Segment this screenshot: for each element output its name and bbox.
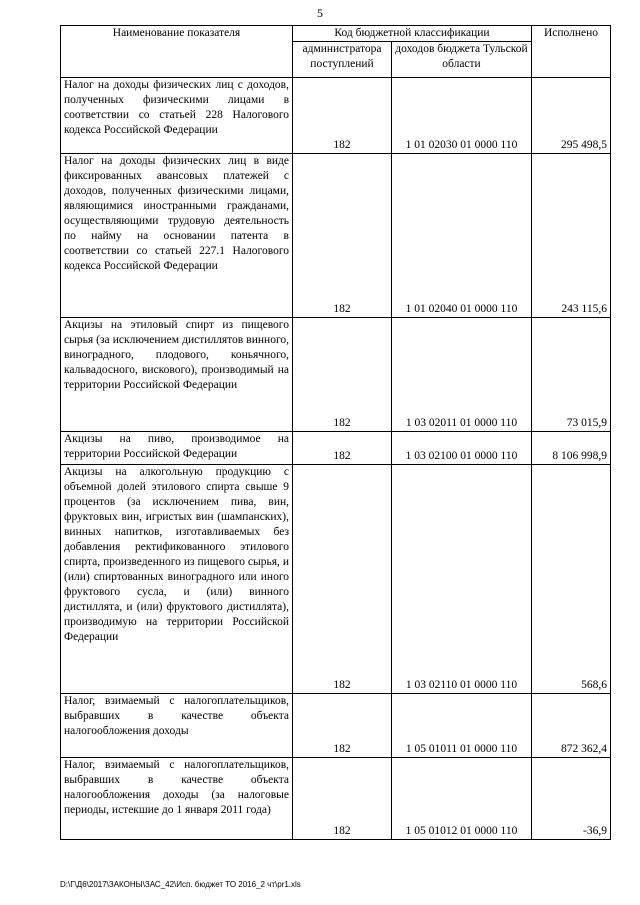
- indicator-name: Налог, взимаемый с налогоплательщиков, выбравших в качестве объекта налогообложения доходы (за налоговые периоды, истекшие до 1 января 2011 года): [61, 758, 293, 840]
- table-row: [61, 154, 611, 318]
- executed-amount: 872 362,4: [532, 694, 611, 758]
- table-row: [61, 465, 611, 694]
- revenue-code: 1 05 01011 01 0000 110: [392, 694, 532, 758]
- admin-code: 182: [293, 432, 392, 465]
- header-row-top: [61, 26, 611, 42]
- admin-code: 182: [293, 154, 392, 318]
- table-row: [61, 694, 611, 758]
- budget-table: [60, 25, 611, 840]
- indicator-name: Акцизы на пиво, производимое на территории Российской Федерации: [61, 432, 293, 465]
- admin-code: 182: [293, 318, 392, 432]
- revenue-code: 1 01 02040 01 0000 110: [392, 154, 532, 318]
- revenue-code: 1 01 02030 01 0000 110: [392, 78, 532, 154]
- header-executed: Исполнено: [532, 26, 611, 78]
- header-admin: администратора поступлений: [293, 42, 392, 78]
- indicator-name: Налог, взимаемый с налогоплательщиков, выбравших в качестве объекта налогообложения доходы: [61, 694, 293, 758]
- executed-amount: 295 498,5: [532, 78, 611, 154]
- executed-amount: 73 015,9: [532, 318, 611, 432]
- revenue-code: 1 03 02110 01 0000 110: [392, 465, 532, 694]
- indicator-name: Налог на доходы физических лиц с доходов, полученных физическими лицами в соответствии со статьей 228 Налогового кодекса Российской Федерации: [61, 78, 293, 154]
- admin-code: 182: [293, 694, 392, 758]
- executed-amount: -36,9: [532, 758, 611, 840]
- header-code-group: Код бюджетной классификации: [293, 26, 532, 42]
- admin-code: 182: [293, 758, 392, 840]
- revenue-code: 1 03 02100 01 0000 110: [392, 432, 532, 465]
- indicator-name: Акцизы на алкогольную продукцию с объемной долей этилового спирта свыше 9 процентов (за исключением пива, вин, фруктовых вин, игристых вин (шампанских), винных напитков, изготавливаемых без добавления ректификованного этилового спирта, произведенного из пищевого сырья, и (или) спиртованных виноградного или иного фруктового сусла, и (или) винного дистиллята, и (или) фруктового дистиллята), производимую на территории Российской Федерации: [61, 465, 293, 694]
- page-number: 5: [317, 6, 323, 20]
- revenue-code: 1 03 02011 01 0000 110: [392, 318, 532, 432]
- file-path-footer: D:\Г\Д6\2017\ЗАКОНЫ\ЗАС_42\Исп. бюджет ТО 2016_2 чт\pr1.xls: [60, 880, 301, 889]
- table-row: [61, 318, 611, 432]
- indicator-name: Акцизы на этиловый спирт из пищевого сырья (за исключением дистиллятов винного, виноградного, плодового, коньячного, кальвадосного, вискового), производимый на территории Российской Федерации: [61, 318, 293, 432]
- header-name: Наименование показателя: [61, 26, 293, 78]
- revenue-code: 1 05 01012 01 0000 110: [392, 758, 532, 840]
- indicator-name: Налог на доходы физических лиц в виде фиксированных авансовых платежей с доходов, полученных физическими лицами, являющимися иностранными гражданами, осуществляющими трудовую деятельность по найму на основании патента в соответствии со статьей 227.1 Налогового кодекса Российской Федерации: [61, 154, 293, 318]
- admin-code: 182: [293, 78, 392, 154]
- table-row: [61, 432, 611, 465]
- executed-amount: 8 106 998,9: [532, 432, 611, 465]
- table-row: [61, 78, 611, 154]
- header-revenue: доходов бюджета Тульской области: [392, 42, 532, 78]
- admin-code: 182: [293, 465, 392, 694]
- table-row: [61, 758, 611, 840]
- executed-amount: 568,6: [532, 465, 611, 694]
- executed-amount: 243 115,6: [532, 154, 611, 318]
